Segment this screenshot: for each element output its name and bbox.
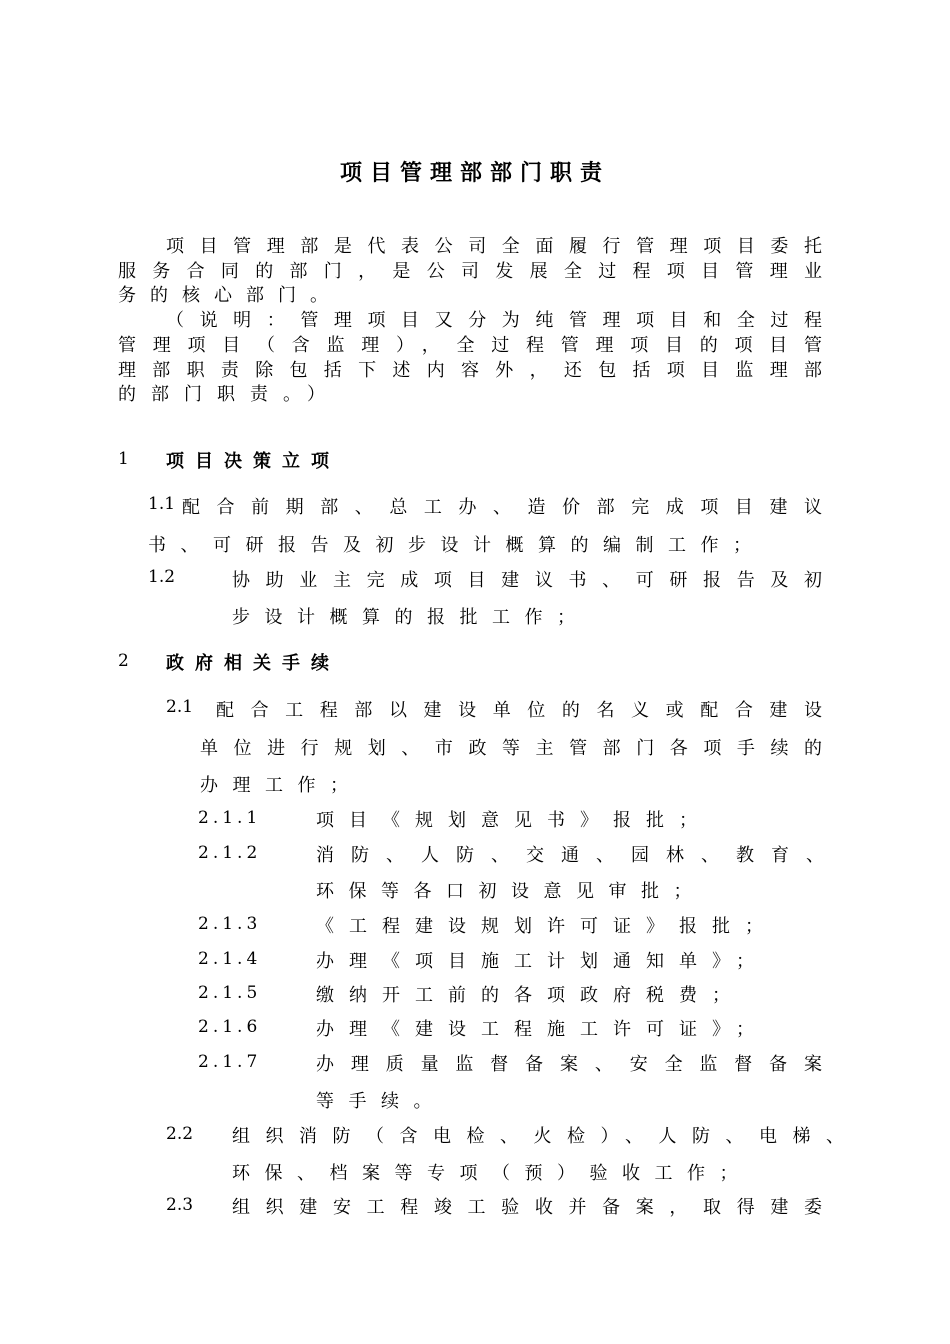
subitem-number: 2.1.2	[198, 843, 262, 863]
item-line: 配合工程部以建设单位的名义或配合建设	[216, 700, 822, 721]
intro-note-line: 理部职责除包括下述内容外，还包括项目监理部	[118, 359, 822, 381]
subitem-line: 环保等各口初设意见审批；	[316, 881, 706, 902]
item-line: 步设计概算的报批工作；	[232, 607, 590, 628]
subitem-line: 缴纳开工前的各项政府税费；	[316, 985, 745, 1006]
subitem-number: 2.1.6	[198, 1017, 262, 1037]
item-line: 协助业主完成项目建议书、可研报告及初	[232, 570, 822, 591]
intro-note-line: 的部门职责。）	[118, 384, 340, 405]
subitem-line: 办理质量监督备案、安全监督备案	[316, 1054, 822, 1075]
item-line: 书、可研报告及初步设计概算的编制工作；	[148, 535, 766, 556]
subitem-number: 2.1.7	[198, 1052, 262, 1072]
subitem-line: 消防、人防、交通、园林、教育、	[316, 845, 824, 866]
item-line: 组织消防（含电检、火检）、人防、电梯、	[232, 1126, 844, 1147]
item-line: 配合前期部、总工办、造价部完成项目建议	[182, 497, 822, 518]
item-number: 2.2	[166, 1124, 194, 1144]
item-line: 单位进行规划、市政等主管部门各项手续的	[200, 738, 822, 759]
subitem-line: 《工程建设规划许可证》报批；	[316, 916, 778, 937]
subitem-line: 等手续。	[316, 1091, 446, 1112]
subitem-number: 2.1.5	[198, 983, 262, 1003]
subitem-line: 办理《项目施工计划通知单》；	[316, 951, 769, 972]
subitem-line: 办理《建设工程施工许可证》；	[316, 1019, 769, 1040]
item-number: 2.1	[166, 697, 194, 717]
page-title: 项目管理部部门职责	[339, 160, 610, 186]
item-number: 1.1	[148, 494, 176, 514]
subitem-number: 2.1.3	[198, 914, 262, 934]
intro-note-line: （说明：管理项目又分为纯管理项目和全过程	[166, 310, 822, 331]
intro-line: 务的核心部门。	[118, 285, 342, 306]
intro-line: 服务合同的部门，是公司发展全过程项目管理业	[118, 260, 822, 282]
item-line: 组织建安工程竣工验收并备案，取得建委	[232, 1197, 822, 1218]
subitem-line: 项目《规划意见书》报批；	[316, 810, 712, 831]
intro-note-line: 管理项目（含监理），全过程管理项目的项目管	[118, 335, 822, 356]
item-number: 2.3	[166, 1195, 194, 1215]
section-number: 2	[118, 651, 129, 671]
item-line: 环保、档案等专项（预）验收工作；	[232, 1163, 752, 1184]
subitem-number: 2.1.4	[198, 949, 262, 969]
section-title: 政府相关手续	[166, 653, 340, 674]
item-number: 1.2	[148, 567, 176, 587]
section-number: 1	[118, 449, 129, 469]
item-line: 办理工作；	[200, 775, 363, 796]
intro-line: 项目管理部是代表公司全面履行管理项目委托	[166, 236, 822, 257]
subitem-number: 2.1.1	[198, 808, 262, 828]
section-title: 项目决策立项	[166, 451, 340, 472]
